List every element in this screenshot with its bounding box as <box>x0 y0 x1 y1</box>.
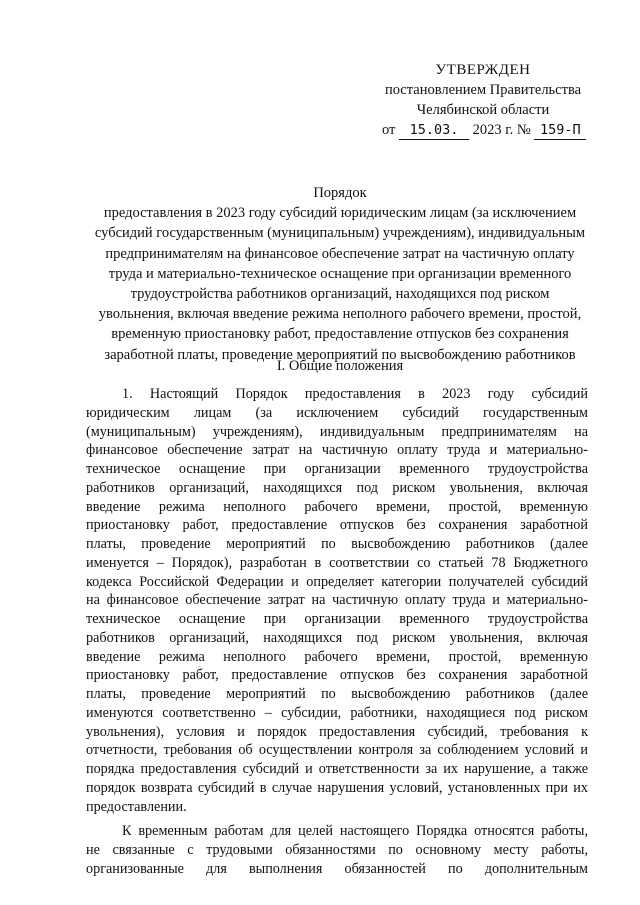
paragraph-2 <box>86 822 588 878</box>
title-line: увольнения, включая введение режима неполного рабочего времени, простой, <box>98 306 582 323</box>
approval-line-region: Челябинской области <box>416 102 550 118</box>
text-line: К временным работам для целей настоящего Порядка относятся работы, <box>122 823 588 840</box>
text-line: отчетности, требования об осуществлении контроля за соблюдением условий и <box>86 742 588 759</box>
text-line: приостановку работ, предоставление отпусков без сохранения заработной <box>86 667 588 684</box>
text-line: введение режима неполного рабочего времени, простой, временную <box>86 648 588 665</box>
body-text <box>86 385 588 879</box>
approval-from-label: от <box>382 122 396 138</box>
paragraph-1 <box>86 385 588 816</box>
text-line: порядка предоставления субсидий и ответственности за их нарушение, а также <box>86 761 588 777</box>
approval-year-label: 2023 г. № <box>472 122 531 138</box>
text-line: работников организаций, находящихся под риском увольнения, включая <box>86 629 588 646</box>
title-line: временную приостановку работ, предоставление отпусков без сохранения <box>111 326 569 343</box>
section-heading: I. Общие положения <box>276 358 404 374</box>
approval-date-value: 15.03. <box>399 122 469 140</box>
text-line: организованные для выполнения обязанностей по дополнительным <box>86 860 588 877</box>
document-title <box>70 183 610 365</box>
text-line: кодекса Российской Федерации и определяет категории получателей субсидий <box>86 573 588 590</box>
text-line: платы, проведение мероприятий по высвобождению работников (далее <box>86 686 588 702</box>
approval-line-decree: постановлением Правительства <box>384 82 582 98</box>
approval-date-line <box>376 120 590 140</box>
title-line: трудоустройства работников организаций, находящихся под риском <box>130 286 550 303</box>
title-line: труда и материально-техническое оснащение при организации временного <box>108 265 572 282</box>
text-line: на финансовое обеспечение затрат на частичную оплату труда и материально- <box>86 592 588 609</box>
approval-heading: УТВЕРЖДЕН <box>435 62 531 78</box>
text-line: платы, проведение мероприятий по высвобождению работников (далее <box>86 536 588 552</box>
text-line: введение режима неполного рабочего времени, простой, временную <box>86 498 588 515</box>
title-line: предоставления в 2023 году субсидий юридическим лицам (за исключением <box>103 205 577 222</box>
title-line: субсидий государственным (муниципальным) учреждениям), индивидуальным <box>94 225 586 242</box>
text-line: 1. Настоящий Порядок предоставления в 2023 году субсидий <box>122 386 588 402</box>
text-line: предоставлении. <box>86 798 187 815</box>
text-line: (муниципальным) учреждениям), индивидуальным предпринимателям на <box>86 423 588 440</box>
text-line: не связанные с трудовыми обязанностями по основному месту работы, <box>86 842 588 858</box>
text-line: именуется – Порядок), разработан в соответствии со статьей 78 Бюджетного <box>86 554 588 571</box>
text-line: именуются соответственно – субсидии, работники, находящиеся под риском <box>86 704 588 721</box>
text-line: финансовое обеспечение затрат на частичную оплату труда и материально- <box>86 442 588 459</box>
text-line: работников организаций, находящихся под риском увольнения, включая <box>86 479 588 496</box>
text-line: юридическим лицам (за исключением субсидий государственным <box>86 404 588 421</box>
text-line: порядок возврата субсидий в случае нарушения условий, установленных при их <box>86 779 588 796</box>
text-line: приостановку работ, предоставление отпусков без сохранения заработной <box>86 517 588 534</box>
title-line: предпринимателям на финансовое обеспечение затрат на частичную оплату <box>105 245 575 262</box>
approval-stamp <box>376 60 590 140</box>
title-order-word: Порядок <box>313 185 367 201</box>
text-line: техническое оснащение при организации временного трудоустройства <box>86 611 588 627</box>
title-line: заработной платы, проведение мероприятий по высвобождению работников <box>104 346 576 363</box>
text-line: техническое оснащение при организации временного трудоустройства <box>86 461 588 477</box>
approval-number-value: 159-П <box>534 122 586 140</box>
text-line: увольнения), условия и порядок предоставления субсидий, требования к <box>86 723 588 740</box>
